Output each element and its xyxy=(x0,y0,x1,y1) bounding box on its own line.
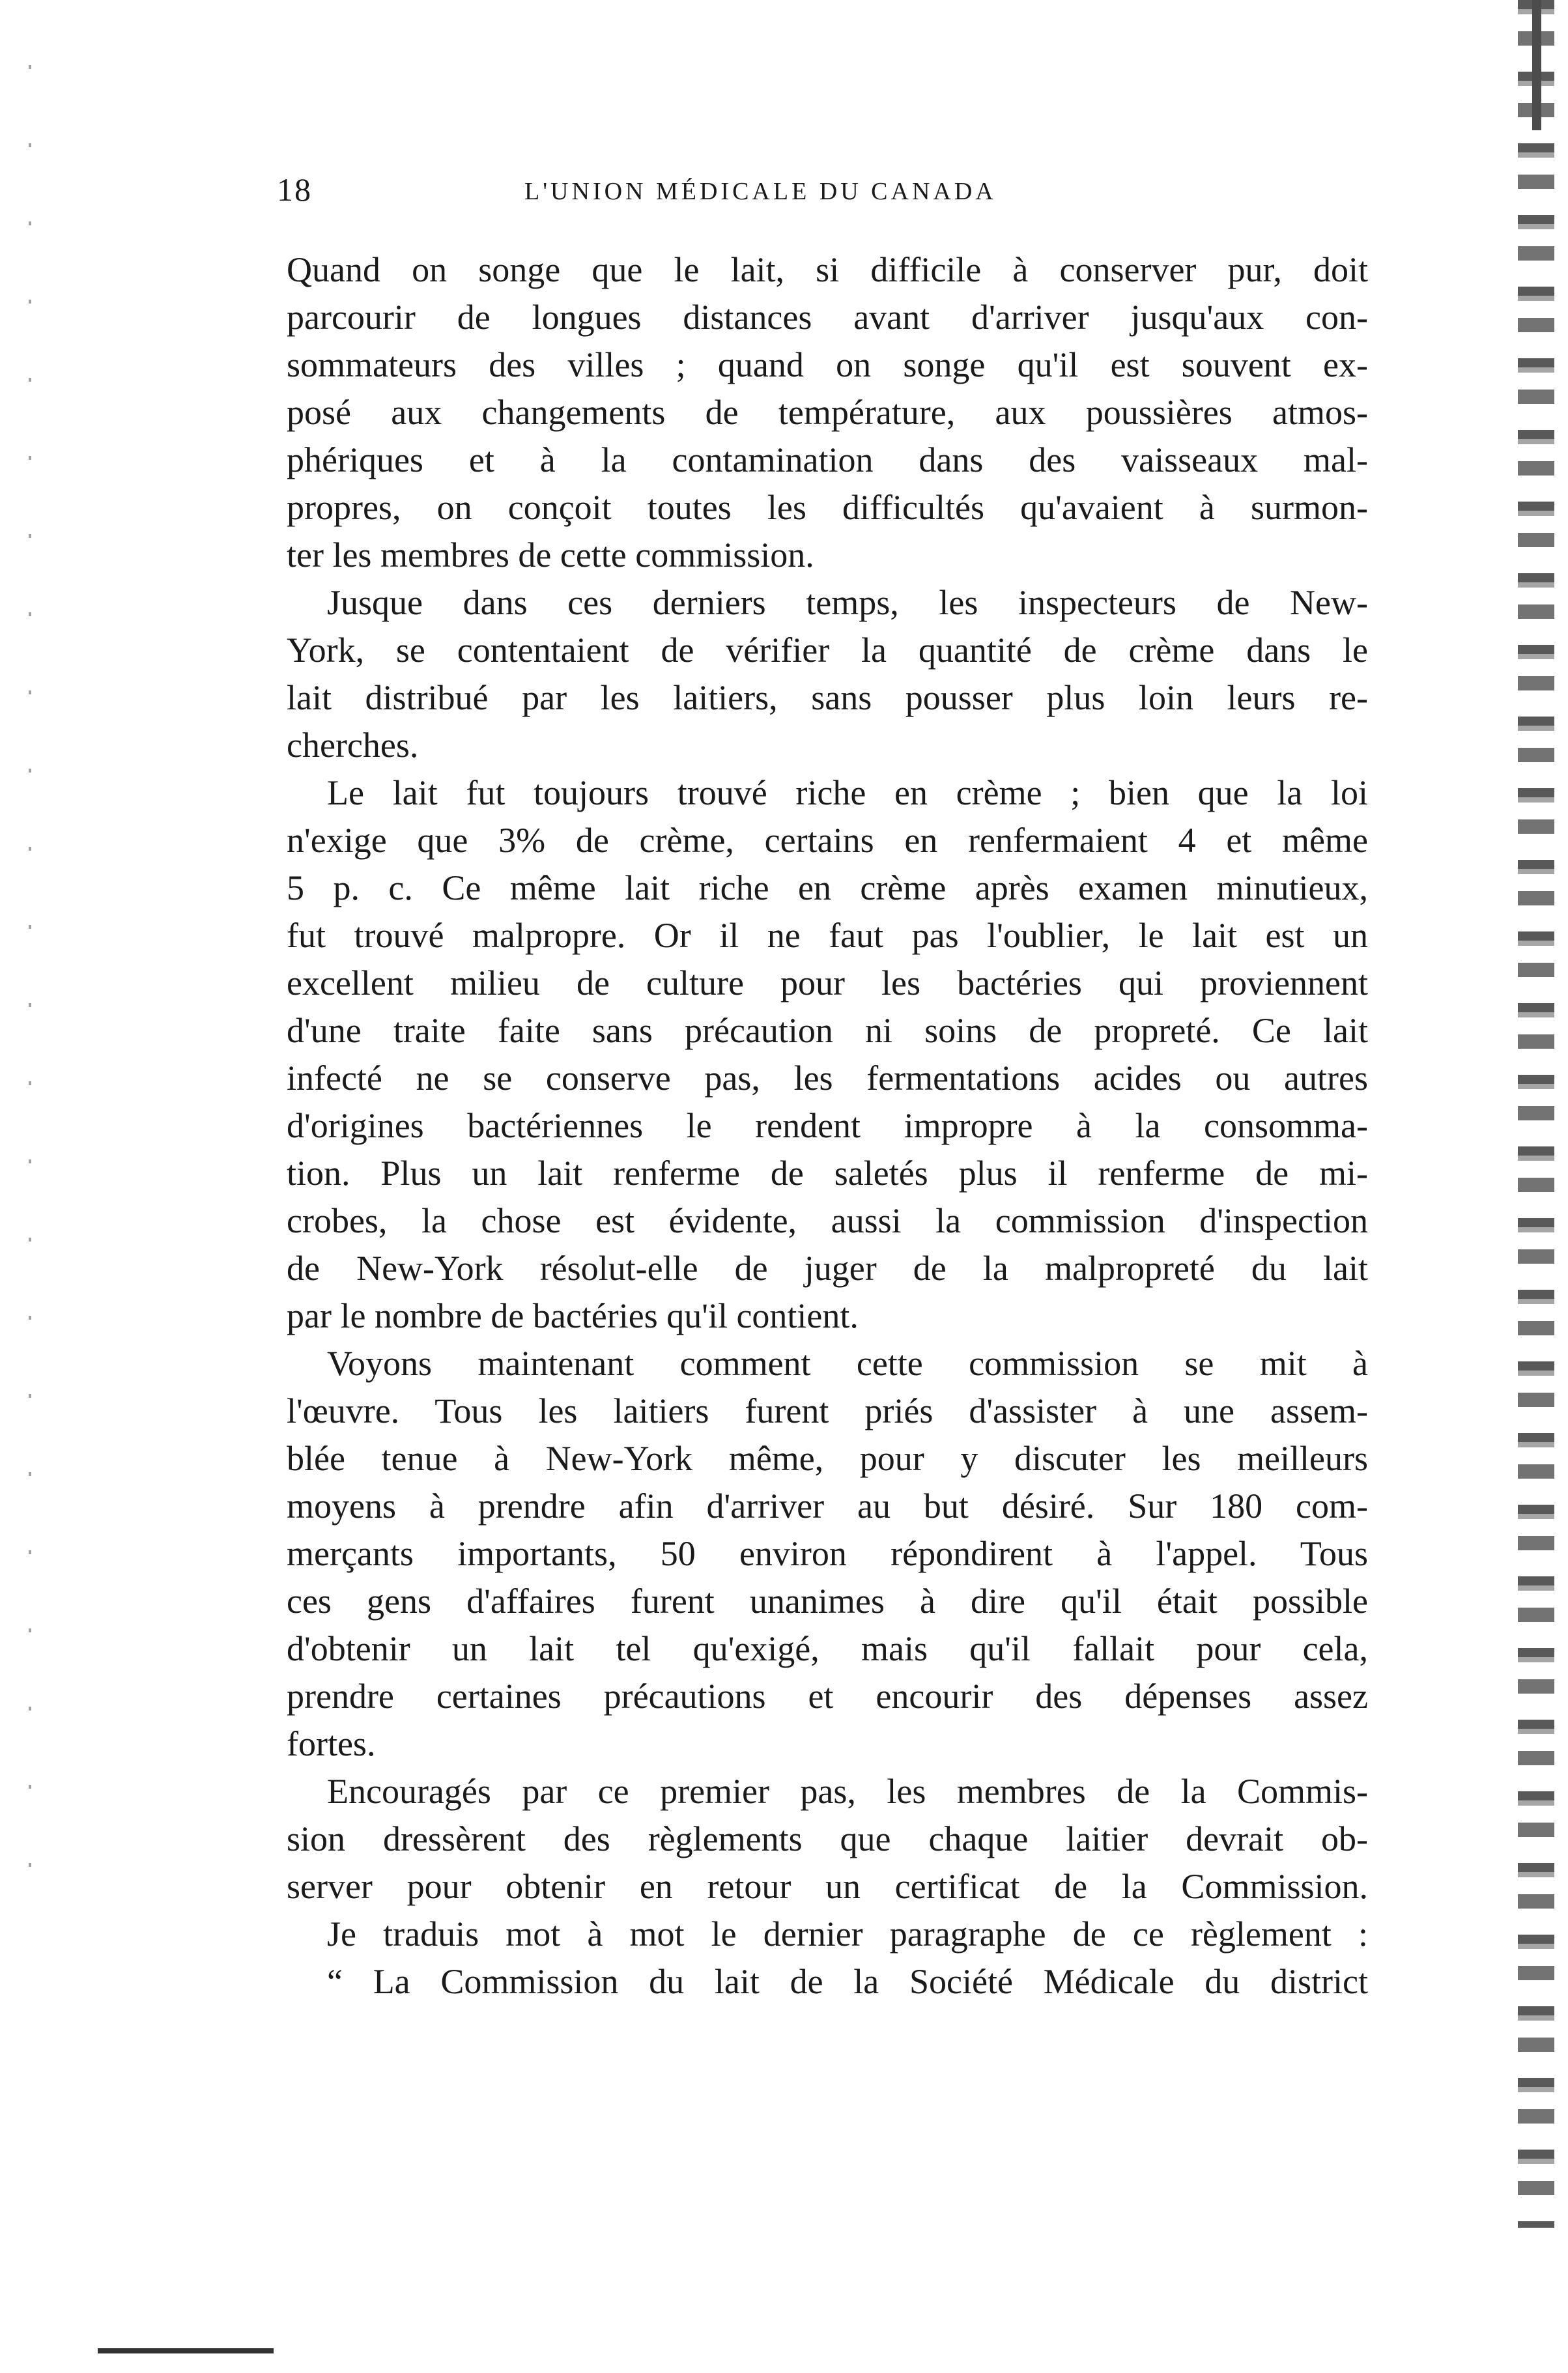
scan-edge-right xyxy=(1518,0,1554,2228)
text-line: propres, on conçoit toutes les difficultés qu'avaient à surmon- xyxy=(287,488,1368,527)
text-line: prendre certaines précautions et encourir des dépenses assez xyxy=(287,1677,1368,1716)
text-line: phériques et à la contamination dans des vaisseaux mal- xyxy=(287,440,1368,479)
text-line: merçants importants, 50 environ répondirent à l'appel. Tous xyxy=(287,1534,1368,1573)
text-line: par le nombre de bactéries qu'il contient. xyxy=(287,1296,859,1335)
text-line: posé aux changements de température, aux poussières atmos- xyxy=(287,393,1368,432)
text-line: sion dressèrent des règlements que chaque laitier devrait ob- xyxy=(287,1819,1368,1858)
text-line: fut trouvé malpropre. Or il ne faut pas l'oublier, le lait est un xyxy=(287,916,1368,955)
text-line: lait distribué par les laitiers, sans pousser plus loin leurs re- xyxy=(287,678,1368,717)
text-line: infecté ne se conserve pas, les fermentations acides ou autres xyxy=(287,1059,1368,1098)
text-line: Encouragés par ce premier pas, les membres de la Commis- xyxy=(327,1772,1368,1811)
text-line: tion. Plus un lait renferme de saletés plus il renferme de mi- xyxy=(287,1154,1368,1193)
text-line: Voyons maintenant comment cette commission se mit à xyxy=(327,1344,1368,1383)
text-line: parcourir de longues distances avant d'arriver jusqu'aux con- xyxy=(287,298,1368,337)
text-line: moyens à prendre afin d'arriver au but désiré. Sur 180 com- xyxy=(287,1486,1368,1526)
text-line: n'exige que 3% de crème, certains en renfermaient 4 et même xyxy=(287,821,1368,860)
text-line: ces gens d'affaires furent unanimes à dire qu'il était possible xyxy=(287,1582,1368,1621)
scan-edge-left xyxy=(29,65,31,1889)
text-line: blée tenue à New-York même, pour y discuter les meilleurs xyxy=(287,1439,1368,1478)
body-text xyxy=(287,246,1368,2006)
text-line: ter les membres de cette commission. xyxy=(287,535,814,575)
text-line: sommateurs des villes ; quand on songe qu'il est souvent ex- xyxy=(287,345,1368,384)
scan-bottom-mark xyxy=(98,2348,274,2353)
page-number: 18 xyxy=(277,171,312,208)
text-line: de New-York résolut-elle de juger de la malpropreté du lait xyxy=(287,1249,1368,1288)
text-line: l'œuvre. Tous les laitiers furent priés d'assister à une assem- xyxy=(287,1391,1368,1430)
text-line: Le lait fut toujours trouvé riche en crème ; bien que la loi xyxy=(327,773,1368,812)
text-line: 5 p. c. Ce même lait riche en crème après examen minutieux, xyxy=(287,868,1368,907)
text-line: server pour obtenir en retour un certificat de la Commission. xyxy=(287,1867,1368,1906)
text-line: fortes. xyxy=(287,1724,376,1763)
text-line: excellent milieu de culture pour les bactéries qui proviennent xyxy=(287,963,1368,1002)
text-line: crobes, la chose est évidente, aussi la commission d'inspection xyxy=(287,1201,1368,1240)
text-line: d'origines bactériennes le rendent impropre à la consomma- xyxy=(287,1106,1368,1145)
running-head: L'UNION MÉDICALE DU CANADA xyxy=(524,178,997,205)
text-line: d'une traite faite sans précaution ni soins de propreté. Ce lait xyxy=(287,1011,1368,1050)
text-line: Jusque dans ces derniers temps, les inspecteurs de New- xyxy=(327,583,1368,622)
text-line: Je traduis mot à mot le dernier paragraphe de ce règlement : xyxy=(327,1914,1368,1954)
text-line: cherches. xyxy=(287,726,419,765)
text-line: York, se contentaient de vérifier la quantité de crème dans le xyxy=(287,631,1368,670)
text-line: Quand on songe que le lait, si difficile à conserver pur, doit xyxy=(287,250,1368,289)
text-line: d'obtenir un lait tel qu'exigé, mais qu'il fallait pour cela, xyxy=(287,1629,1368,1668)
text-line: “ La Commission du lait de la Société Médicale du district xyxy=(327,1962,1368,2001)
